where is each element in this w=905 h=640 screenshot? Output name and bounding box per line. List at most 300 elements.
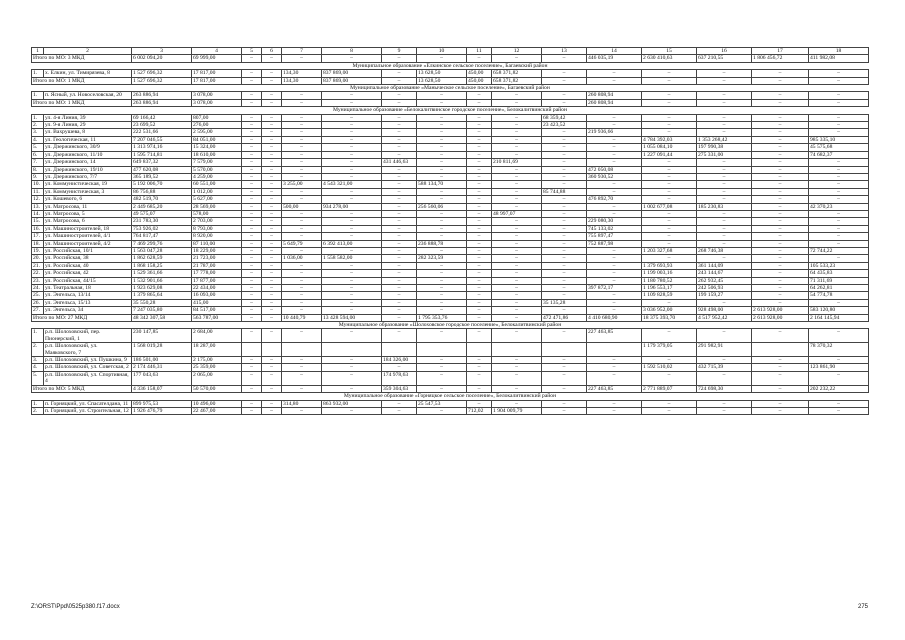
row-number: 1. (32, 400, 44, 407)
value-cell: – (322, 233, 382, 240)
value-cell: 84 517,00 (192, 307, 242, 314)
value-cell: – (467, 218, 492, 225)
building-row (32, 292, 869, 299)
total-cell: 637 210,55 (697, 55, 752, 62)
value-cell: – (467, 203, 492, 210)
total-cell: – (242, 55, 262, 62)
building-row (32, 247, 869, 254)
value-cell (282, 343, 322, 357)
value-cell: – (322, 188, 382, 195)
value-cell: – (809, 407, 869, 414)
value-cell: 8 920,00 (192, 233, 242, 240)
building-row (32, 181, 869, 188)
value-cell (382, 343, 417, 357)
value-cell: – (752, 240, 809, 247)
value-cell: 105 533,23 (809, 262, 869, 269)
value-cell: – (542, 181, 587, 188)
building-row (32, 196, 869, 203)
value-cell: – (262, 240, 282, 247)
value-cell: – (322, 247, 382, 254)
value-cell: – (322, 151, 382, 158)
value-cell: – (492, 262, 542, 269)
value-cell: 7 247 035,80 (132, 307, 192, 314)
value-cell: 17 778,00 (192, 270, 242, 277)
total-cell: – (262, 55, 282, 62)
value-cell: 1 353 268,42 (697, 136, 752, 143)
value-cell: – (322, 173, 382, 180)
value-cell: – (262, 122, 282, 129)
value-cell: – (417, 122, 467, 129)
value-cell: – (752, 203, 809, 210)
value-cell: – (282, 233, 322, 240)
value-cell: 5 192 006,70 (132, 181, 192, 188)
value-cell: – (467, 255, 492, 262)
value-cell: – (382, 181, 417, 188)
value-cell: – (322, 357, 382, 364)
value-cell: – (282, 129, 322, 136)
value-cell: – (417, 188, 467, 195)
value-cell: – (492, 357, 542, 364)
value-cell: – (492, 255, 542, 262)
value-cell: – (467, 210, 492, 217)
value-cell: – (242, 400, 262, 407)
value-cell: – (262, 255, 282, 262)
value-cell: 1 868 158,25 (132, 262, 192, 269)
building-address: ул. Матросова, 11 (44, 203, 132, 210)
total-row (32, 99, 869, 106)
value-cell: – (262, 364, 282, 371)
value-cell: – (242, 329, 262, 343)
value-cell: 361 144,09 (697, 262, 752, 269)
value-cell: – (697, 218, 752, 225)
value-cell (752, 343, 809, 357)
value-cell: – (467, 166, 492, 173)
total-cell: – (262, 385, 282, 392)
value-cell: – (417, 166, 467, 173)
value-cell: – (752, 262, 809, 269)
total-cell: 446 035,19 (587, 55, 642, 62)
value-cell: – (262, 299, 282, 306)
value-cell: – (417, 151, 467, 158)
value-cell: – (467, 144, 492, 151)
building-address: ул. Энгельса, 13/14 (44, 292, 132, 299)
row-number: 15. (32, 218, 44, 225)
row-number: 25. (32, 292, 44, 299)
building-row (32, 173, 869, 180)
value-cell: – (492, 188, 542, 195)
building-row (32, 166, 869, 173)
value-cell: – (467, 159, 492, 166)
value-cell: – (382, 262, 417, 269)
value-cell: – (587, 277, 642, 284)
value-cell: 275 331,00 (697, 151, 752, 158)
value-cell: – (492, 299, 542, 306)
value-cell: 71 311,69 (809, 277, 869, 284)
value-cell: – (492, 329, 542, 343)
value-cell: – (542, 364, 587, 371)
value-cell: – (382, 129, 417, 136)
value-cell: 649 837,32 (132, 159, 192, 166)
row-number: 19. (32, 247, 44, 254)
value-cell: – (322, 285, 382, 292)
value-cell: – (809, 210, 869, 217)
value-cell: – (642, 210, 697, 217)
register-table-body (32, 48, 869, 415)
value-cell: 18 610,00 (192, 151, 242, 158)
value-cell: – (587, 70, 642, 77)
total-cell: 1 527 696,32 (132, 77, 192, 84)
value-cell: – (322, 262, 382, 269)
value-cell: – (642, 173, 697, 180)
value-cell: – (809, 240, 869, 247)
value-cell: – (697, 299, 752, 306)
building-row (32, 218, 869, 225)
building-row (32, 277, 869, 284)
value-cell: – (282, 262, 322, 269)
total-cell: 69 999,00 (192, 55, 242, 62)
building-row (32, 203, 869, 210)
value-cell: – (492, 233, 542, 240)
value-cell: – (642, 122, 697, 129)
building-address: ул. 9-я Линия, 29 (44, 122, 132, 129)
total-cell: – (242, 385, 262, 392)
value-cell: – (492, 277, 542, 284)
value-cell: – (382, 225, 417, 232)
value-cell: – (809, 114, 869, 121)
value-cell: – (809, 188, 869, 195)
value-cell: – (642, 225, 697, 232)
value-cell: 745 133,02 (587, 225, 642, 232)
total-cell: 2 771 889,07 (642, 385, 697, 392)
value-cell: – (467, 240, 492, 247)
total-cell: 48 342 307,58 (132, 314, 192, 321)
value-cell: – (542, 225, 587, 232)
value-cell: – (282, 144, 322, 151)
building-address: ул. Российская, 10/1 (44, 247, 132, 254)
value-cell: – (542, 233, 587, 240)
value-cell: – (242, 122, 262, 129)
value-cell: 7 469 299,76 (132, 240, 192, 247)
row-number: 7. (32, 159, 44, 166)
value-cell: 1 002 677,08 (642, 203, 697, 210)
total-cell: 2 630 410,63 (642, 55, 697, 62)
value-cell: 60 551,00 (192, 181, 242, 188)
value-cell: – (262, 225, 282, 232)
value-cell: – (282, 92, 322, 99)
value-cell: – (697, 329, 752, 343)
column-number-cell: 1 (32, 48, 44, 55)
value-cell: – (752, 188, 809, 195)
value-cell: – (417, 364, 467, 371)
value-cell: 48 997,07 (492, 210, 542, 217)
total-row (32, 385, 869, 392)
value-cell: 4 259,00 (192, 173, 242, 180)
building-row (32, 407, 869, 414)
value-cell: – (382, 277, 417, 284)
value-cell: – (492, 203, 542, 210)
total-cell: – (417, 99, 467, 106)
value-cell: – (417, 225, 467, 232)
value-cell: – (587, 159, 642, 166)
value-cell (242, 343, 262, 357)
value-cell: – (542, 307, 587, 314)
value-cell: 184 326,00 (382, 357, 417, 364)
value-cell: – (752, 173, 809, 180)
total-cell: 1 806 456,72 (752, 55, 809, 62)
value-cell: – (262, 203, 282, 210)
value-cell: – (587, 210, 642, 217)
value-cell: – (242, 70, 262, 77)
value-cell: – (242, 357, 262, 364)
value-cell: 260 808,94 (587, 92, 642, 99)
value-cell: 1 055 084,10 (642, 144, 697, 151)
value-cell: – (282, 159, 322, 166)
total-label: Итого по МО: 5 МКД (32, 385, 132, 392)
value-cell: – (587, 371, 642, 385)
building-row (32, 255, 869, 262)
value-cell: – (322, 277, 382, 284)
value-cell: – (382, 151, 417, 158)
building-row (32, 400, 869, 407)
value-cell: 1 379 693,93 (642, 262, 697, 269)
building-address: ул. Коммунистическая, 19 (44, 181, 132, 188)
value-cell: – (282, 407, 322, 414)
total-cell: – (322, 55, 382, 62)
value-cell: 35 135,28 (542, 299, 587, 306)
total-cell: – (282, 99, 322, 106)
value-cell: – (382, 136, 417, 143)
building-row (32, 122, 869, 129)
building-row (32, 262, 869, 269)
value-cell: – (752, 270, 809, 277)
row-number: 2. (32, 122, 44, 129)
value-cell: – (642, 166, 697, 173)
value-cell: – (262, 400, 282, 407)
value-cell: – (809, 299, 869, 306)
total-cell: – (467, 314, 492, 321)
value-cell: – (587, 203, 642, 210)
value-cell: – (242, 159, 262, 166)
value-cell: – (282, 151, 322, 158)
value-cell (467, 343, 492, 357)
footer-file-path: Z:\ORST\Ppd\0525p380.f17.docx (31, 604, 120, 610)
value-cell: – (642, 188, 697, 195)
row-number: 21. (32, 262, 44, 269)
value-cell: – (752, 114, 809, 121)
building-row (32, 129, 869, 136)
building-address: ул. Российская, 40 (44, 262, 132, 269)
total-label: Итого по МО: 3 МКД (32, 55, 132, 62)
value-cell: – (262, 407, 282, 414)
value-cell: – (242, 129, 262, 136)
value-cell: – (492, 364, 542, 371)
value-cell: 1 180 780,52 (642, 277, 697, 284)
value-cell: – (262, 159, 282, 166)
value-cell: 500,00 (282, 203, 322, 210)
total-cell: 202 232,22 (809, 385, 869, 392)
value-cell: – (467, 285, 492, 292)
value-cell: – (752, 92, 809, 99)
value-cell: – (282, 270, 322, 277)
row-number: 2. (32, 407, 44, 414)
building-row (32, 270, 869, 277)
value-cell: – (322, 114, 382, 121)
total-cell: 724 698,30 (697, 385, 752, 392)
value-cell: 476 892,70 (587, 196, 642, 203)
value-cell: 4 543 321,00 (322, 181, 382, 188)
row-number: 26. (32, 299, 44, 306)
total-cell: – (282, 55, 322, 62)
value-cell: 263 886,94 (132, 92, 192, 99)
total-cell: – (242, 77, 262, 84)
value-cell: – (322, 92, 382, 99)
value-cell: 78 370,32 (809, 343, 869, 357)
total-cell: 411 982,08 (809, 55, 869, 62)
building-address: р.п. Шолоховский, ул. Маяковского, 7 (44, 343, 132, 357)
value-cell: – (467, 364, 492, 371)
value-cell: 230 147,85 (132, 329, 192, 343)
value-cell: 415,00 (192, 299, 242, 306)
building-address: ул. Дзержинского, 19/10 (44, 166, 132, 173)
value-cell: – (242, 225, 262, 232)
value-cell: – (382, 166, 417, 173)
building-row (32, 329, 869, 343)
value-cell: 5 649,79 (282, 240, 322, 247)
value-cell: – (542, 240, 587, 247)
value-cell: – (697, 129, 752, 136)
value-cell: 22 434,00 (192, 285, 242, 292)
value-cell: 6 392 413,00 (322, 240, 382, 247)
value-cell: – (467, 329, 492, 343)
value-cell: 68 359,42 (542, 114, 587, 121)
value-cell: 2 595,00 (192, 129, 242, 136)
value-cell: 863 932,00 (322, 400, 382, 407)
building-address: ул. Машиностроителей, 4/1 (44, 233, 132, 240)
value-cell: 186 501,00 (132, 357, 192, 364)
value-cell: – (322, 159, 382, 166)
value-cell: – (262, 285, 282, 292)
value-cell: – (542, 203, 587, 210)
value-cell: – (262, 114, 282, 121)
value-cell: – (382, 240, 417, 247)
value-cell: 42 370,23 (809, 203, 869, 210)
total-cell: 50 570,00 (192, 385, 242, 392)
value-cell: – (587, 270, 642, 277)
column-number-cell: 5 (242, 48, 262, 55)
value-cell: 1 923 629,08 (132, 285, 192, 292)
value-cell: – (282, 329, 322, 343)
total-label: Итого по МО: 27 МКД (32, 314, 132, 321)
value-cell: – (242, 166, 262, 173)
row-number: 1. (32, 329, 44, 343)
value-cell: – (752, 364, 809, 371)
value-cell: – (282, 371, 322, 385)
total-cell: 450,00 (467, 77, 492, 84)
value-cell: – (322, 299, 382, 306)
value-cell: 35 550,28 (132, 299, 192, 306)
value-cell: – (752, 196, 809, 203)
value-cell: – (542, 70, 587, 77)
value-cell: – (417, 92, 467, 99)
value-cell: 1 227 091,44 (642, 151, 697, 158)
total-cell: – (417, 55, 467, 62)
value-cell: 764 817,47 (132, 233, 192, 240)
value-cell: 197 990,38 (697, 144, 752, 151)
value-cell: – (467, 151, 492, 158)
value-cell: – (587, 188, 642, 195)
value-cell: – (752, 329, 809, 343)
value-cell: 222 531,66 (132, 129, 192, 136)
value-cell: 23 699,52 (132, 122, 192, 129)
value-cell: – (492, 129, 542, 136)
value-cell: – (242, 371, 262, 385)
value-cell: – (642, 218, 697, 225)
value-cell: – (542, 277, 587, 284)
value-cell: – (492, 270, 542, 277)
value-cell: – (809, 129, 869, 136)
column-number-cell: 6 (262, 48, 282, 55)
value-cell: – (697, 92, 752, 99)
value-cell: – (242, 364, 262, 371)
value-cell: – (262, 70, 282, 77)
value-cell: – (417, 277, 467, 284)
value-cell: – (322, 225, 382, 232)
value-cell: 231 783,30 (132, 218, 192, 225)
value-cell (542, 343, 587, 357)
column-number-cell: 17 (752, 48, 809, 55)
value-cell: – (587, 262, 642, 269)
value-cell: – (282, 277, 322, 284)
value-cell: – (262, 196, 282, 203)
value-cell: – (322, 196, 382, 203)
value-cell: 18 287,00 (192, 343, 242, 357)
value-cell: – (262, 173, 282, 180)
value-cell: – (467, 277, 492, 284)
value-cell: – (242, 188, 262, 195)
value-cell: 3 078,00 (192, 92, 242, 99)
value-cell: – (752, 277, 809, 284)
value-cell: – (322, 329, 382, 343)
building-row (32, 92, 869, 99)
value-cell: – (752, 122, 809, 129)
value-cell: – (492, 136, 542, 143)
value-cell: – (697, 122, 752, 129)
value-cell: – (467, 92, 492, 99)
value-cell: – (282, 364, 322, 371)
building-address: р.п. Шолоховский, ул. Спортивная, 4 (44, 371, 132, 385)
building-row (32, 188, 869, 195)
value-cell: 18 229,00 (192, 247, 242, 254)
building-row (32, 371, 869, 385)
value-cell: – (642, 129, 697, 136)
value-cell: – (467, 122, 492, 129)
building-row (32, 114, 869, 121)
value-cell: – (697, 181, 752, 188)
total-cell: – (492, 314, 542, 321)
value-cell: – (542, 151, 587, 158)
total-cell: 4 410 680,90 (587, 314, 642, 321)
value-cell: – (262, 277, 282, 284)
value-cell: – (752, 144, 809, 151)
value-cell: 658 371,82 (492, 70, 542, 77)
value-cell: – (642, 240, 697, 247)
total-cell: – (467, 55, 492, 62)
value-cell: – (382, 270, 417, 277)
row-number: 3. (32, 357, 44, 364)
column-number-row (32, 48, 869, 55)
value-cell: 291 982,91 (697, 343, 752, 357)
total-cell: – (282, 385, 322, 392)
